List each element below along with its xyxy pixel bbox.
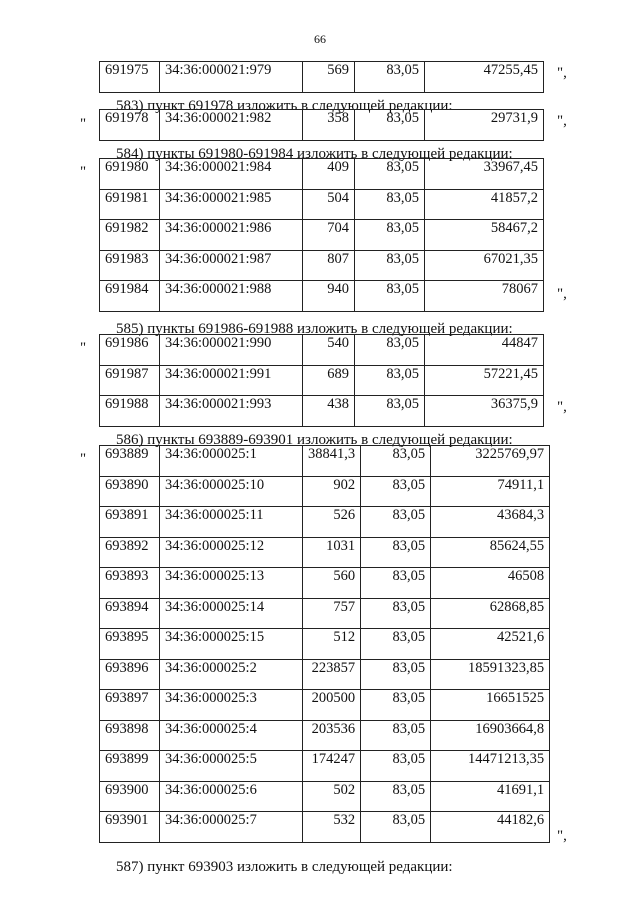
cadastral-number-cell: 34:36:000025:3 (160, 690, 303, 721)
cadastral-number-cell: 34:36:000021:990 (160, 335, 303, 366)
amount-cell: 46508 (431, 568, 550, 599)
area-cell: 757 (303, 598, 361, 629)
item-number-cell: 693898 (100, 720, 160, 751)
area-cell: 358 (303, 110, 355, 141)
closing-quote-0: ", (557, 65, 567, 81)
cadastral-number-cell: 34:36:000025:12 (160, 537, 303, 568)
cadastral-number-cell: 34:36:000021:991 (160, 365, 303, 396)
item-number-cell: 693891 (100, 507, 160, 538)
opening-quote-3: " (80, 340, 87, 356)
amount-cell: 16903664,8 (431, 720, 550, 751)
cadastral-number-cell: 34:36:000021:988 (160, 281, 303, 312)
rate-cell: 83,05 (361, 751, 431, 782)
cadastral-number-cell: 34:36:000021:985 (160, 189, 303, 220)
amount-cell: 36375,9 (425, 396, 544, 427)
cadastral-number-cell: 34:36:000025:15 (160, 629, 303, 660)
item-number-cell: 693901 (100, 812, 160, 843)
area-cell: 38841,3 (303, 446, 361, 477)
table-row (100, 781, 550, 812)
area-cell: 200500 (303, 690, 361, 721)
amount-cell: 43684,3 (431, 507, 550, 538)
item-number-cell: 691975 (100, 62, 160, 93)
area-cell: 569 (303, 62, 355, 93)
page-number: 66 (314, 32, 326, 46)
table-row (100, 62, 544, 93)
rate-cell: 83,05 (355, 62, 425, 93)
amount-cell: 47255,45 (425, 62, 544, 93)
amount-cell: 18591323,85 (431, 659, 550, 690)
cadastral-number-cell: 34:36:000025:6 (160, 781, 303, 812)
cadastral-number-cell: 34:36:000021:984 (160, 159, 303, 190)
closing-quote-4: ", (557, 828, 567, 844)
amount-cell: 58467,2 (425, 220, 544, 251)
area-cell: 409 (303, 159, 355, 190)
amount-cell: 16651525 (431, 690, 550, 721)
table-row (100, 396, 544, 427)
rate-cell: 83,05 (361, 507, 431, 538)
rate-cell: 83,05 (361, 781, 431, 812)
area-cell: 502 (303, 781, 361, 812)
item-number-cell: 691988 (100, 396, 160, 427)
item-number-cell: 693899 (100, 751, 160, 782)
closing-quote-3: ", (557, 399, 567, 415)
table-row (100, 189, 544, 220)
cadastral-number-cell: 34:36:000025:1 (160, 446, 303, 477)
amendment-table-2 (99, 158, 544, 312)
opening-quote-2: " (80, 164, 87, 180)
item-number-cell: 693897 (100, 690, 160, 721)
cadastral-number-cell: 34:36:000025:11 (160, 507, 303, 538)
rate-cell: 83,05 (361, 659, 431, 690)
rate-cell: 83,05 (355, 281, 425, 312)
amendment-table-3 (99, 334, 544, 427)
rate-cell: 83,05 (361, 568, 431, 599)
rate-cell: 83,05 (355, 335, 425, 366)
rate-cell: 83,05 (361, 812, 431, 843)
amendment-caption-587: 587) пункт 693903 изложить в следующей редакции: (116, 859, 453, 875)
table-row (100, 159, 544, 190)
table-row (100, 720, 550, 751)
table-row (100, 110, 544, 141)
cadastral-number-cell: 34:36:000025:7 (160, 812, 303, 843)
table-row (100, 250, 544, 281)
item-number-cell: 693890 (100, 476, 160, 507)
rate-cell: 83,05 (361, 446, 431, 477)
rate-cell: 83,05 (361, 720, 431, 751)
cadastral-number-cell: 34:36:000025:13 (160, 568, 303, 599)
amendment-caption-584: 584) пункты 691980-691984 изложить в следующей редакции: (116, 146, 513, 162)
rate-cell: 83,05 (355, 110, 425, 141)
rate-cell: 83,05 (355, 365, 425, 396)
cadastral-number-cell: 34:36:000025:4 (160, 720, 303, 751)
item-number-cell: 691984 (100, 281, 160, 312)
item-number-cell: 691982 (100, 220, 160, 251)
area-cell: 504 (303, 189, 355, 220)
amount-cell: 67021,35 (425, 250, 544, 281)
amendment-table-0 (99, 61, 544, 93)
item-number-cell: 691978 (100, 110, 160, 141)
item-number-cell: 693896 (100, 659, 160, 690)
opening-quote-4: " (80, 451, 87, 467)
area-cell: 940 (303, 281, 355, 312)
amount-cell: 41691,1 (431, 781, 550, 812)
item-number-cell: 691987 (100, 365, 160, 396)
table-row (100, 751, 550, 782)
cadastral-number-cell: 34:36:000021:993 (160, 396, 303, 427)
rate-cell: 83,05 (361, 537, 431, 568)
amount-cell: 44847 (425, 335, 544, 366)
cadastral-number-cell: 34:36:000021:982 (160, 110, 303, 141)
table-row (100, 365, 544, 396)
amount-cell: 3225769,97 (431, 446, 550, 477)
table-row (100, 629, 550, 660)
item-number-cell: 693893 (100, 568, 160, 599)
amount-cell: 78067 (425, 281, 544, 312)
table-row (100, 476, 550, 507)
cadastral-number-cell: 34:36:000025:2 (160, 659, 303, 690)
item-number-cell: 693895 (100, 629, 160, 660)
area-cell: 203536 (303, 720, 361, 751)
item-number-cell: 693894 (100, 598, 160, 629)
area-cell: 174247 (303, 751, 361, 782)
closing-quote-1: ", (557, 113, 567, 129)
amendment-caption-585: 585) пункты 691986-691988 изложить в следующей редакции: (116, 321, 513, 337)
closing-quote-2: ", (557, 286, 567, 302)
cadastral-number-cell: 34:36:000025:5 (160, 751, 303, 782)
amount-cell: 33967,45 (425, 159, 544, 190)
item-number-cell: 691981 (100, 189, 160, 220)
item-number-cell: 691986 (100, 335, 160, 366)
table-row (100, 507, 550, 538)
rate-cell: 83,05 (361, 690, 431, 721)
amount-cell: 62868,85 (431, 598, 550, 629)
table-row (100, 659, 550, 690)
area-cell: 560 (303, 568, 361, 599)
cadastral-number-cell: 34:36:000021:987 (160, 250, 303, 281)
table-row (100, 537, 550, 568)
table-row (100, 335, 544, 366)
amount-cell: 41857,2 (425, 189, 544, 220)
rate-cell: 83,05 (361, 476, 431, 507)
item-number-cell: 693900 (100, 781, 160, 812)
area-cell: 526 (303, 507, 361, 538)
area-cell: 1031 (303, 537, 361, 568)
cadastral-number-cell: 34:36:000025:10 (160, 476, 303, 507)
amount-cell: 14471213,35 (431, 751, 550, 782)
cadastral-number-cell: 34:36:000021:986 (160, 220, 303, 251)
table-row (100, 690, 550, 721)
amount-cell: 74911,1 (431, 476, 550, 507)
area-cell: 902 (303, 476, 361, 507)
amount-cell: 57221,45 (425, 365, 544, 396)
table-row (100, 220, 544, 251)
rate-cell: 83,05 (355, 159, 425, 190)
rate-cell: 83,05 (355, 396, 425, 427)
table-row (100, 812, 550, 843)
item-number-cell: 693892 (100, 537, 160, 568)
rate-cell: 83,05 (361, 598, 431, 629)
item-number-cell: 693889 (100, 446, 160, 477)
area-cell: 438 (303, 396, 355, 427)
table-row (100, 568, 550, 599)
area-cell: 512 (303, 629, 361, 660)
amendment-table-4 (99, 445, 550, 843)
amendment-table-1 (99, 109, 544, 141)
amendment-caption-586: 586) пункты 693889-693901 изложить в следующей редакции: (116, 432, 513, 448)
item-number-cell: 691980 (100, 159, 160, 190)
area-cell: 807 (303, 250, 355, 281)
rate-cell: 83,05 (355, 250, 425, 281)
area-cell: 704 (303, 220, 355, 251)
table-row (100, 281, 544, 312)
table-row (100, 446, 550, 477)
amount-cell: 29731,9 (425, 110, 544, 141)
amount-cell: 44182,6 (431, 812, 550, 843)
area-cell: 532 (303, 812, 361, 843)
rate-cell: 83,05 (355, 189, 425, 220)
area-cell: 223857 (303, 659, 361, 690)
area-cell: 689 (303, 365, 355, 396)
amendment-caption-583: 583) пункт 691978 изложить в следующей редакции: (116, 98, 453, 114)
area-cell: 540 (303, 335, 355, 366)
opening-quote-1: " (80, 116, 87, 132)
amount-cell: 42521,6 (431, 629, 550, 660)
item-number-cell: 691983 (100, 250, 160, 281)
rate-cell: 83,05 (355, 220, 425, 251)
cadastral-number-cell: 34:36:000025:14 (160, 598, 303, 629)
amount-cell: 85624,55 (431, 537, 550, 568)
cadastral-number-cell: 34:36:000021:979 (160, 62, 303, 93)
table-row (100, 598, 550, 629)
rate-cell: 83,05 (361, 629, 431, 660)
